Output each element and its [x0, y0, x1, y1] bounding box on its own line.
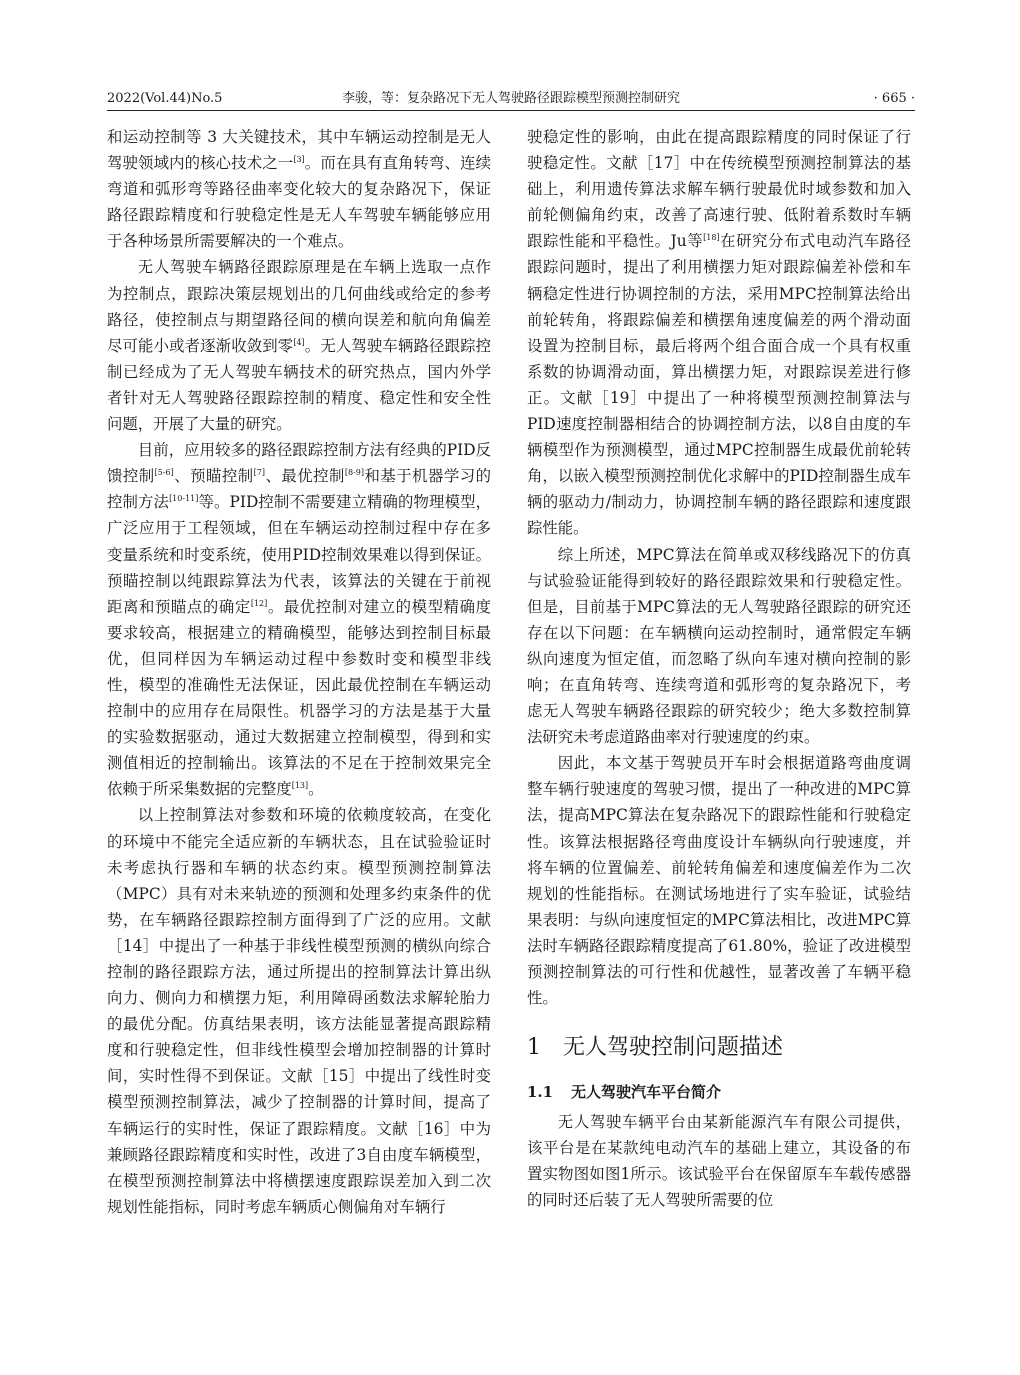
subsection-heading: 1.1 无人驾驶汽车平台简介	[527, 1083, 722, 1102]
citation[interactable]: [3]	[293, 155, 305, 165]
citation[interactable]: [12]	[250, 598, 268, 608]
paragraph: 目前，应用较多的路径跟踪控制方法有经典的PID反馈控制[5-6]、预瞄控制[7]、最优控制[8-9]和基于机器学习的控制方法[10-11]等。PID控制不需要建立精确的物理模型，广泛应用于工程领域，但在车辆运动控制过程中存在多变量系统和时变系统，使用PID控制效果难以得到保证。预瞄控制以纯跟踪算法为代表，该算法的关键在于前视距离和预瞄点的确定[12]。最优控制对建立的模型精确度要求较高，根据建立的精确模型，能够达到控制目标最优，但同样因为车辆运动过程中参数时变和模型非线性，模型的准确性无法保证，因此最优控制在车辆运动控制中的应用存在局限性。机器学习的方法是基于大量的实验数据驱动，通过大数据建立控制模型，得到和实测值相近的控制输出。该算法的不足在于控制效果完全依赖于所采集数据的完整度[13]。	[107, 441, 491, 799]
page-number: · 665 ·	[873, 91, 915, 106]
citation[interactable]: [8-9]	[344, 468, 364, 478]
paragraph: 综上所述，MPC算法在简单或双移线路况下的仿真与试验验证能得到较好的路径跟踪效果和行驶稳定性。但是，目前基于MPC算法的无人驾驶路径跟踪的研究还存在以下问题：在车辆横向运动控制时，通常假定车辆纵向速度为恒定值，而忽略了纵向车速对横向控制的影响；在直角转弯、连续弯道和弧形弯的复杂路况下，考虑无人驾驶车辆路径跟踪的研究较少；绝大多数控制算法研究未考虑道路曲率对行驶速度的约束。	[527, 545, 911, 747]
page-header	[107, 88, 915, 110]
right-column	[527, 124, 911, 1214]
paragraph: 无人驾驶车辆路径跟踪原理是在车辆上选取一点作为控制点，跟踪决策层规划出的几何曲线或给定的参考路径，使控制点与期望路径间的横向误差和航向角偏差尽可能小或者逐渐收敛到零[4]。无人驾驶车辆路径跟踪控制已经成为了无人驾驶车辆技术的研究热点，国内外学者针对无人驾驶路径跟踪控制的精度、稳定性和安全性问题，开展了大量的研究。	[107, 258, 491, 434]
left-column	[107, 124, 491, 1220]
journal-issue: 2022(Vol.44)No.5	[107, 91, 223, 106]
citation[interactable]: [7]	[253, 468, 265, 478]
citation[interactable]: [5-6]	[154, 468, 174, 478]
section-heading: 1 无人驾驶控制问题描述	[527, 1035, 784, 1061]
citation[interactable]: [10-11]	[169, 494, 199, 504]
paragraph: 无人驾驶车辆平台由某新能源汽车有限公司提供，该平台是在某款纯电动汽车的基础上建立，其设备的布置实物图如图1所示。该试验平台在保留原车车载传感器的同时还后装了无人驾驶所需要的位	[527, 1113, 911, 1210]
citation[interactable]: [13]	[291, 781, 309, 791]
paragraph: 因此，本文基于驾驶员开车时会根据道路弯曲度调整车辆行驶速度的驾驶习惯，提出了一种改进的MPC算法，提高MPC算法在复杂路况下的跟踪性能和行驶稳定性。该算法根据路径弯曲度设计车辆纵向行驶速度，并将车辆的位置偏差、前轮转角偏差和速度偏差作为二次规划的性能指标。在测试场地进行了实车验证，试验结果表明：与纵向速度恒定的MPC算法相比，改进MPC算法时车辆路径跟踪精度提高了61.80%，验证了改进模型预测控制算法的可行性和优越性，显著改善了车辆平稳性。	[527, 754, 911, 1008]
paragraph: 驶稳定性的影响，由此在提高跟踪精度的同时保证了行驶稳定性。文献［17］中在传统模型预测控制算法的基础上，利用遗传算法求解车辆行驶最优时域参数和加入前轮侧偏角约束，改善了高速行驶、低附着系数时车辆跟踪性能和平稳性。Ju等[18]在研究分布式电动汽车路径跟踪问题时，提出了利用横摆力矩对跟踪偏差补偿和车辆稳定性进行协调控制的方法，采用MPC控制算法给出前轮转角，将跟踪偏差和横摆角速度偏差的两个滑动面设置为控制目标，最后将两个组合面合成一个具有权重系数的协调滑动面，算出横摆力矩，对跟踪误差进行修正。文献［19］中提出了一种将模型预测控制算法与PID速度控制器相结合的协调控制方法，以8自由度的车辆模型作为预测模型，通过MPC控制器生成最优前轮转角，以嵌入模型预测控制优化求解中的PID控制器生成车辆的驱动力/制动力，协调控制车辆的路径跟踪和速度跟踪性能。	[527, 128, 911, 538]
running-title: 李骏，等：复杂路况下无人驾驶路径跟踪模型预测控制研究	[341, 91, 680, 106]
header-rule	[107, 110, 915, 111]
citation[interactable]: [4]	[293, 337, 305, 347]
paragraph: 和运动控制等 3 大关键技术，其中车辆运动控制是无人驾驶领域内的核心技术之一[3]。而在具有直角转弯、连续弯道和弧形弯等路径曲率变化较大的复杂路况下，保证路径跟踪精度和行驶稳定性是无人车驾驶车辆能够应用于各种场景所需要解决的一个难点。	[107, 128, 491, 251]
citation[interactable]: [18]	[703, 233, 720, 243]
paragraph: 以上控制算法对参数和环境的依赖度较高，在变化的环境中不能完全适应新的车辆状态，且在试验验证时未考虑执行器和车辆的状态约束。模型预测控制算法（MPC）具有对未来轨迹的预测和处理多约束条件的优势，在车辆路径跟踪控制方面得到了广泛的应用。文献［14］中提出了一种基于非线性模型预测的横纵向综合控制的路径跟踪方法，通过所提出的控制算法计算出纵向力、侧向力和横摆力矩，利用障碍函数法求解轮胎力的最优分配。仿真结果表明，该方法能显著提高跟踪精度和行驶稳定性，但非线性模型会增加控制器的计算时间，实时性得不到保证。文献［15］中提出了线性时变模型预测控制算法，减少了控制器的计算时间，提高了车辆运行的实时性，保证了跟踪精度。文献［16］中为兼顾路径跟踪精度和实时性，改进了3自由度车辆模型，在模型预测控制算法中将横摆速度跟踪误差加入到二次规划性能指标，同时考虑车辆质心侧偏角对车辆行	[107, 806, 491, 1216]
